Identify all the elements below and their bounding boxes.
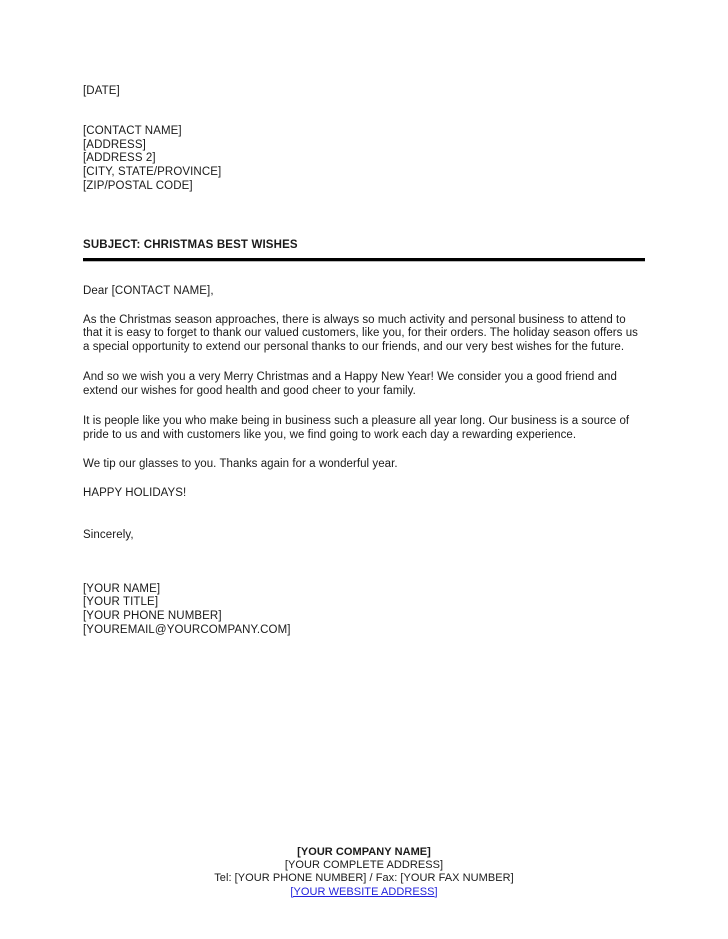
subject-line: SUBJECT: CHRISTMAS BEST WISHES [83,238,298,251]
subject-divider-rule [83,258,645,262]
page-footer [0,846,728,899]
footer-contact: Tel: [YOUR PHONE NUMBER] / Fax: [YOUR FAX NUMBER] [214,872,514,885]
recipient-address-1: [ADDRESS] [83,138,146,151]
body-paragraph-5-happy-holidays: HAPPY HOLIDAYS! [83,486,187,499]
recipient-contact-name: [CONTACT NAME] [83,125,182,137]
recipient-address-2: [ADDRESS 2] [83,152,156,165]
letter-body [83,84,645,637]
closing-line: Sincerely, [83,528,134,541]
body-paragraph-3: It is people like you who make being in business such a pleasure all year long. Our business is a source of pride to us and with customers like you, we find going to work each day a rewarding experience. [83,415,630,441]
signature-email: [YOUREMAIL@YOURCOMPANY.COM] [83,623,291,636]
signature-phone: [YOUR PHONE NUMBER] [83,610,222,623]
signature-name: [YOUR NAME] [83,582,161,595]
footer-address: [YOUR COMPLETE ADDRESS] [284,859,444,872]
body-paragraph-2: And so we wish you a very Merry Christmas and a Happy New Year! We consider you a good friend and extend our wishes for good health and good cheer to your family. [83,371,617,398]
signature-title: [YOUR TITLE] [83,596,159,609]
footer-website-link[interactable] [0,886,728,899]
date-line: [DATE] [83,85,120,97]
salutation-line: Dear [CONTACT NAME], [83,284,214,297]
footer-website-link-text[interactable]: [YOUR WEBSITE ADDRESS] [290,885,438,898]
body-paragraph-1: As the Christmas season approaches, there is always so much activity and personal business to attend to that it is easy to forget to thank our valued customers, like you, for their orders. The holiday season offers us a special opportunity to extend our personal thanks to our friends, and our very best wishes for the future. [83,313,638,354]
signature-block [83,583,645,638]
subject-section [83,238,645,262]
footer-company-name: [YOUR COMPANY NAME] [297,846,431,858]
recipient-city-state: [CITY, STATE/PROVINCE] [83,166,222,179]
recipient-address-block [83,125,645,194]
body-paragraph-4: We tip our glasses to you. Thanks again for a wonderful year. [83,457,398,470]
recipient-postal-code: [ZIP/POSTAL CODE] [83,179,193,192]
